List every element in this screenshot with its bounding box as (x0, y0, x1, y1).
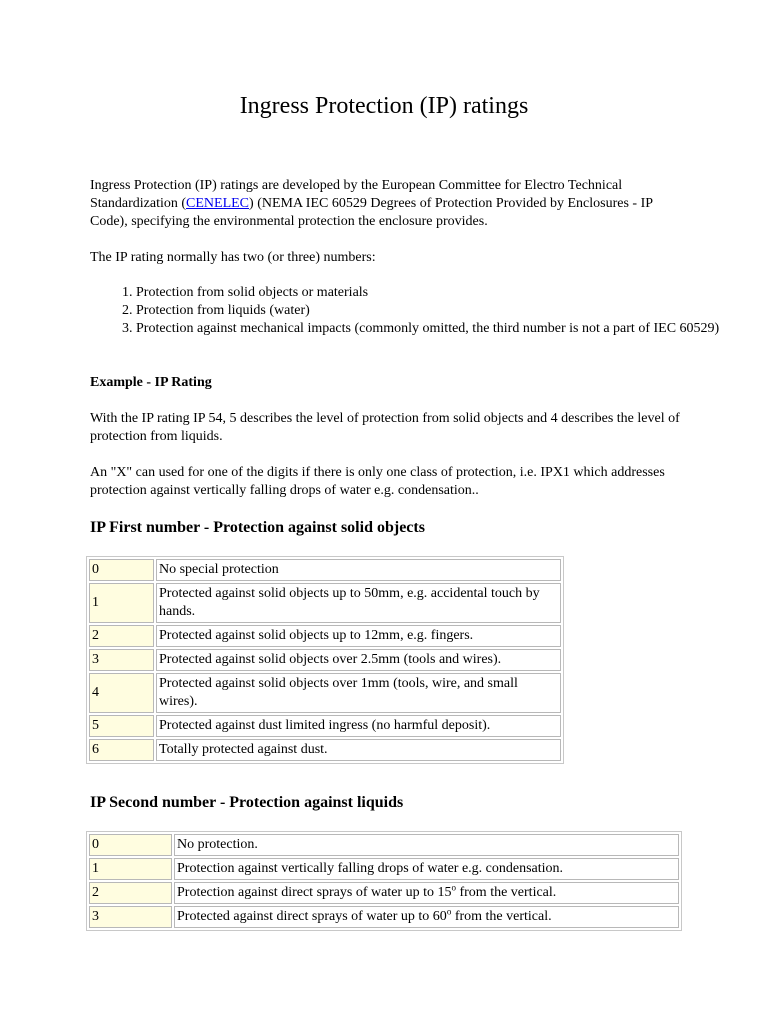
degree-symbol: o (451, 882, 456, 893)
table-row (89, 673, 561, 713)
ip-description: No special protection (156, 559, 561, 581)
intro-text-start: Ingress Protection (IP) ratings are developed by the European Committee for Electro Technical Standardization ( (90, 178, 623, 211)
example-paragraph-2: An "X" can used for one of the digits if there is only one class of protection, i.e. IPX1 which addresses protection against vertically falling drops of water e.g. condensation.. (90, 465, 665, 498)
numbers-list (90, 284, 736, 338)
table-row (89, 906, 679, 928)
ip-description: Protected against dust limited ingress (no harmful deposit). (156, 715, 561, 737)
table-row (89, 834, 679, 856)
description-text: Protection against direct sprays of water up to 15 (177, 885, 452, 900)
page-title: Ingress Protection (IP) ratings (239, 93, 529, 119)
table-row (89, 649, 561, 671)
ip-description (174, 834, 679, 856)
ip-description (174, 882, 679, 904)
description-text-end: from the vertical. (451, 909, 552, 924)
ip-digit: 4 (89, 673, 154, 713)
table-row (89, 559, 561, 581)
ip-description: Protected against solid objects over 2.5mm (tools and wires). (156, 649, 561, 671)
ip-digit: 6 (89, 739, 154, 761)
list-item: 1. Protection from solid objects or materials (136, 284, 736, 302)
description-text: No protection. (177, 837, 258, 852)
ip-digit: 3 (89, 906, 172, 928)
intro-paragraph (90, 177, 690, 231)
example-heading: Example - IP Rating (90, 375, 212, 390)
degree-symbol: o (446, 906, 452, 917)
table-row (89, 882, 679, 904)
list-item: 3. Protection against mechanical impacts (commonly omitted, the third number is not a part of IEC 60529) (136, 320, 736, 338)
list-item: 2. Protection from liquids (water) (136, 302, 736, 320)
second-number-table (86, 831, 682, 931)
table-row (89, 625, 561, 647)
description-text: Protection against vertically falling drops of water e.g. condensation. (177, 861, 564, 876)
ip-digit: 1 (89, 858, 172, 880)
ip-digit: 2 (89, 882, 172, 904)
intro-text-end: ) (NEMA IEC 60529 Degrees of Protection Provided by Enclosures - IP Code), specifying the environmental protection the enclosure provides. (90, 196, 653, 229)
description-text-end: from the vertical. (455, 885, 557, 900)
table-row (89, 858, 679, 880)
ip-digit: 2 (89, 625, 154, 647)
table-row (89, 739, 561, 761)
ip-description (174, 858, 679, 880)
ip-digit: 0 (89, 834, 172, 856)
ip-digit: 5 (89, 715, 154, 737)
ip-digit: 1 (89, 583, 154, 623)
ip-digit: 0 (89, 559, 154, 581)
table-row (89, 715, 561, 737)
numbers-intro: The IP rating normally has two (or three) numbers: (90, 250, 376, 265)
description-text: Protected against direct sprays of water up to 60 (177, 909, 447, 924)
ip-description: Totally protected against dust. (156, 739, 561, 761)
first-number-heading: IP First number - Protection against solid objects (90, 519, 425, 536)
ip-description: Protected against solid objects up to 50mm, e.g. accidental touch by hands. (156, 583, 561, 623)
ip-digit: 3 (89, 649, 154, 671)
first-number-table (86, 556, 564, 764)
second-number-heading: IP Second number - Protection against liquids (90, 794, 404, 811)
example-paragraph-1: With the IP rating IP 54, 5 describes the level of protection from solid objects and 4 describes the level of protection from liquids. (90, 411, 680, 444)
ip-description: Protected against solid objects up to 12mm, e.g. fingers. (156, 625, 561, 647)
cenelec-link[interactable]: CENELEC (186, 196, 250, 211)
table-row (89, 583, 561, 623)
ip-description (174, 906, 679, 928)
ip-description: Protected against solid objects over 1mm (tools, wire, and small wires). (156, 673, 561, 713)
